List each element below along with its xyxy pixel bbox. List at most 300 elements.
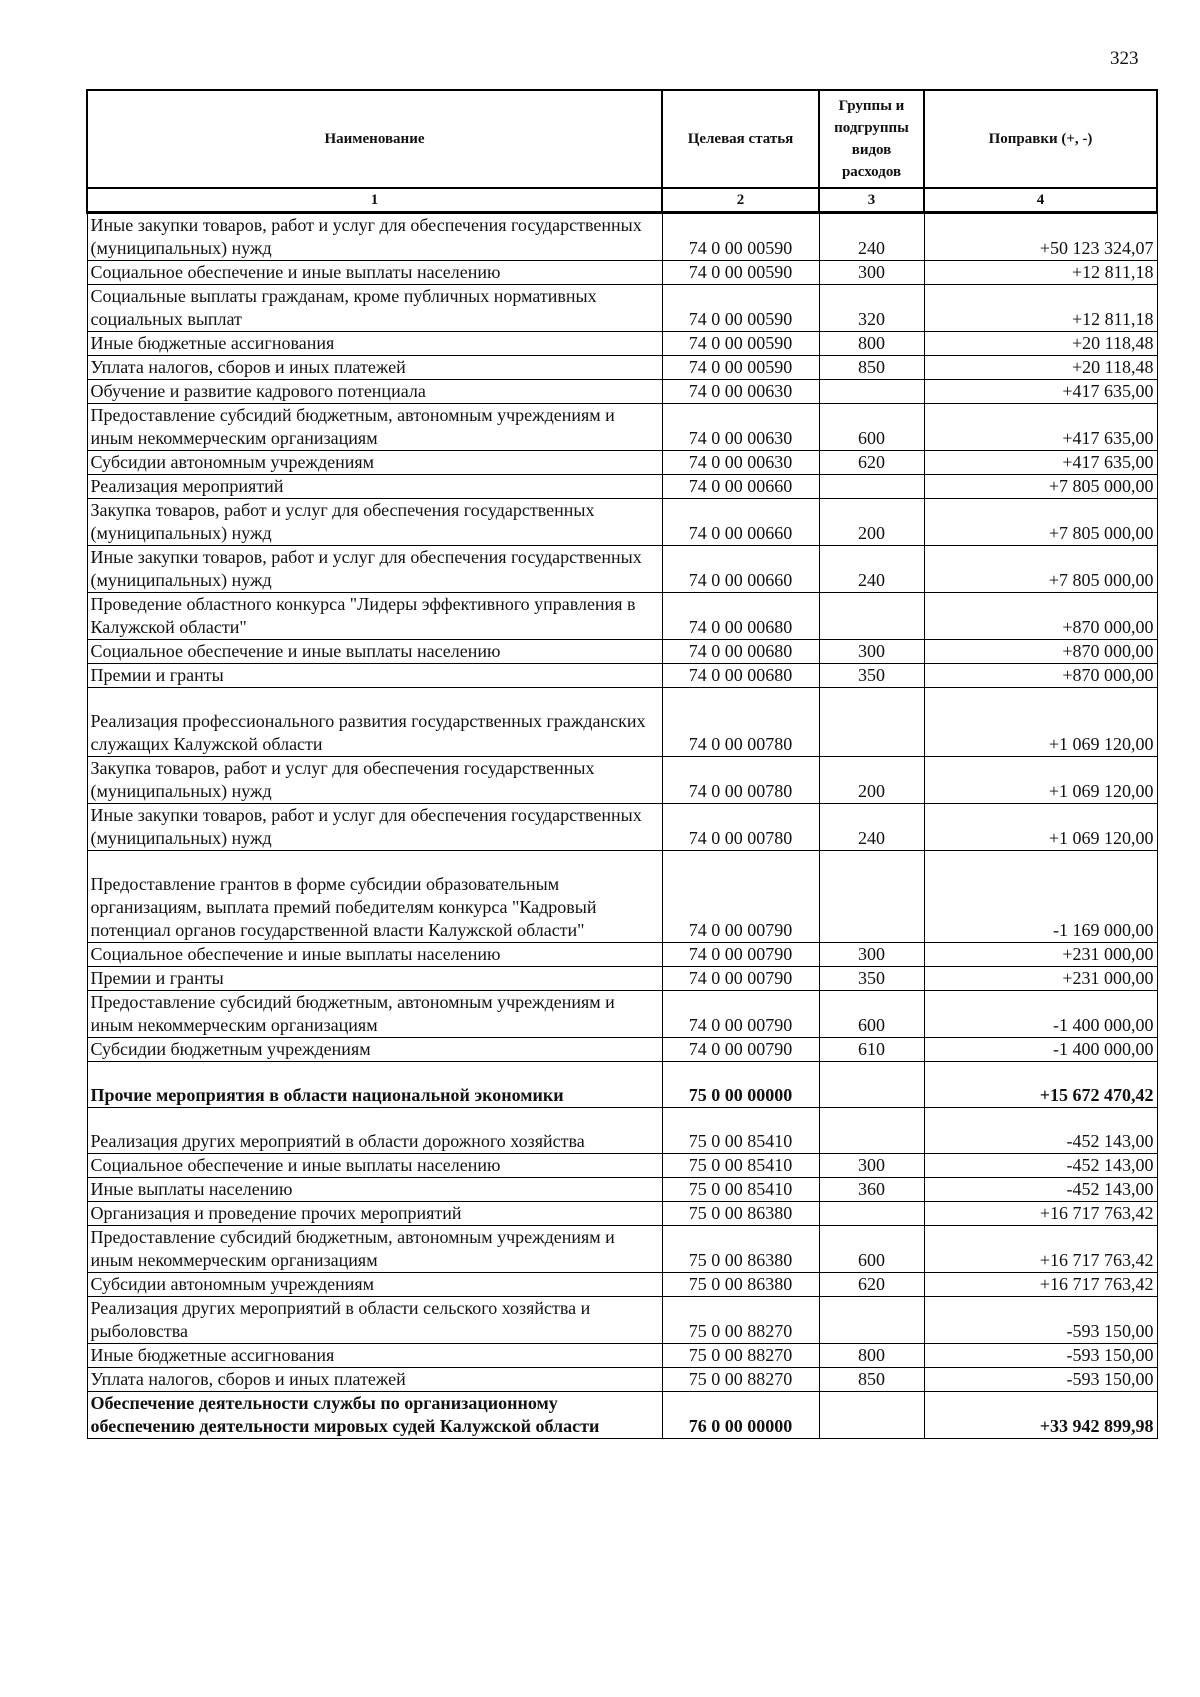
row-name-cell	[87, 640, 662, 664]
header-name: Наименование	[87, 90, 662, 188]
table-row	[87, 593, 1157, 640]
row-amendment-cell-text: -1 169 000,00	[1053, 920, 1154, 940]
row-name-cell	[87, 475, 662, 499]
table-row	[87, 664, 1157, 688]
table-row	[87, 380, 1157, 404]
row-name-cell	[87, 404, 662, 451]
row-amendment-cell	[924, 1297, 1157, 1344]
column-number: 4	[924, 188, 1157, 213]
row-name-cell	[87, 261, 662, 285]
row-target-article-cell	[662, 380, 819, 404]
table-row	[87, 1108, 1157, 1154]
row-expense-group-cell	[819, 475, 924, 499]
row-name-cell-text: Уплата налогов, сборов и иных платежей	[90, 357, 406, 377]
row-amendment-cell	[924, 475, 1157, 499]
row-name-cell-text: Закупка товаров, работ и услуг для обеспечения государственных (муниципальных) нужд	[90, 758, 595, 801]
row-amendment-cell-text: -593 150,00	[1066, 1321, 1154, 1341]
row-expense-group-cell-text: 300	[858, 641, 885, 661]
table-row	[87, 1392, 1157, 1439]
row-amendment-cell-text: -452 143,00	[1066, 1155, 1154, 1175]
row-amendment-cell	[924, 1108, 1157, 1154]
table-row	[87, 1154, 1157, 1178]
table-row	[87, 475, 1157, 499]
row-amendment-cell	[924, 380, 1157, 404]
row-expense-group-cell-text: 200	[858, 781, 885, 801]
row-amendment-cell	[924, 1178, 1157, 1202]
row-expense-group-cell	[819, 499, 924, 546]
row-amendment-cell-text: +231 000,00	[1062, 968, 1154, 988]
row-target-article-cell-text: 74 0 00 00630	[688, 428, 793, 448]
row-target-article-cell	[662, 1154, 819, 1178]
row-name-cell-text: Предоставление субсидий бюджетным, автономным учреждениям и иным некоммерческим организациям	[90, 992, 615, 1035]
row-amendment-cell	[924, 991, 1157, 1038]
row-name-cell-text: Реализация мероприятий	[90, 476, 284, 496]
row-target-article-cell	[662, 356, 819, 380]
row-amendment-cell-text: +1 069 120,00	[1048, 828, 1154, 848]
row-target-article-cell-text: 74 0 00 00790	[688, 944, 793, 964]
row-amendment-cell	[924, 213, 1157, 261]
row-amendment-cell-text: +1 069 120,00	[1048, 781, 1154, 801]
row-name-cell	[87, 285, 662, 332]
row-expense-group-cell	[819, 757, 924, 804]
table-row	[87, 332, 1157, 356]
row-amendment-cell-text: +870 000,00	[1062, 665, 1154, 685]
table-row	[87, 851, 1157, 943]
row-amendment-cell	[924, 499, 1157, 546]
table-row	[87, 1297, 1157, 1344]
row-expense-group-cell	[819, 1368, 924, 1392]
table-row	[87, 356, 1157, 380]
row-expense-group-cell	[819, 261, 924, 285]
row-expense-group-cell	[819, 1344, 924, 1368]
row-target-article-cell-text: 74 0 00 00590	[688, 333, 793, 353]
row-amendment-cell	[924, 546, 1157, 593]
row-expense-group-cell-text: 620	[858, 452, 885, 472]
row-amendment-cell	[924, 285, 1157, 332]
row-target-article-cell	[662, 664, 819, 688]
row-name-cell	[87, 1154, 662, 1178]
row-expense-group-cell-text: 800	[858, 333, 885, 353]
row-expense-group-cell-text: 240	[858, 238, 885, 258]
row-name-cell-text: Предоставление субсидий бюджетным, автономным учреждениям и иным некоммерческим организациям	[90, 1227, 615, 1270]
row-expense-group-cell-text: 300	[858, 944, 885, 964]
row-expense-group-cell	[819, 991, 924, 1038]
row-expense-group-cell	[819, 1202, 924, 1226]
table-row	[87, 1202, 1157, 1226]
row-name-cell-text: Прочие мероприятия в области национальной экономики	[90, 1085, 564, 1105]
page-number: 323	[1110, 48, 1139, 69]
row-name-cell	[87, 1368, 662, 1392]
row-expense-group-cell	[819, 332, 924, 356]
row-name-cell	[87, 1226, 662, 1273]
row-target-article-cell-text: 74 0 00 00780	[688, 734, 793, 754]
row-name-cell-text: Субсидии автономным учреждениям	[90, 452, 375, 472]
row-name-cell-text: Реализация профессионального развития государственных гражданских служащих Калужской области	[90, 711, 646, 754]
row-amendment-cell-text: -593 150,00	[1066, 1369, 1154, 1389]
row-name-cell	[87, 688, 662, 757]
row-amendment-cell	[924, 593, 1157, 640]
row-name-cell-text: Премии и гранты	[90, 968, 224, 988]
row-amendment-cell-text: +12 811,18	[1072, 309, 1154, 329]
row-name-cell	[87, 1108, 662, 1154]
row-target-article-cell	[662, 593, 819, 640]
table-row	[87, 757, 1157, 804]
row-target-article-cell	[662, 1273, 819, 1297]
column-number: 3	[819, 188, 924, 213]
row-expense-group-cell	[819, 546, 924, 593]
row-target-article-cell-text: 74 0 00 00780	[688, 781, 793, 801]
row-name-cell	[87, 664, 662, 688]
row-expense-group-cell-text: 850	[858, 1369, 885, 1389]
row-target-article-cell	[662, 475, 819, 499]
row-amendment-cell	[924, 688, 1157, 757]
row-target-article-cell	[662, 943, 819, 967]
row-target-article-cell	[662, 1178, 819, 1202]
row-name-cell	[87, 1038, 662, 1062]
row-name-cell-text: Закупка товаров, работ и услуг для обеспечения государственных (муниципальных) нужд	[90, 500, 595, 543]
row-expense-group-cell-text: 850	[858, 357, 885, 377]
row-name-cell	[87, 1297, 662, 1344]
row-expense-group-cell	[819, 593, 924, 640]
table-row	[87, 1038, 1157, 1062]
row-target-article-cell-text: 75 0 00 86380	[688, 1250, 793, 1270]
table-row	[87, 404, 1157, 451]
row-name-cell	[87, 213, 662, 261]
row-target-article-cell-text: 74 0 00 00590	[688, 309, 793, 329]
row-amendment-cell-text: +417 635,00	[1062, 428, 1154, 448]
row-expense-group-cell	[819, 213, 924, 261]
row-expense-group-cell	[819, 1178, 924, 1202]
row-expense-group-cell	[819, 356, 924, 380]
row-name-cell	[87, 546, 662, 593]
row-name-cell	[87, 1062, 662, 1108]
row-amendment-cell-text: -1 400 000,00	[1053, 1039, 1154, 1059]
table-row	[87, 1273, 1157, 1297]
row-expense-group-cell	[819, 285, 924, 332]
row-name-cell	[87, 804, 662, 851]
row-expense-group-cell-text: 600	[858, 1250, 885, 1270]
row-name-cell	[87, 593, 662, 640]
row-target-article-cell-text: 75 0 00 88270	[688, 1345, 793, 1365]
row-target-article-cell	[662, 1344, 819, 1368]
row-amendment-cell-text: +870 000,00	[1062, 641, 1154, 661]
table-row	[87, 991, 1157, 1038]
row-amendment-cell-text: -1 400 000,00	[1053, 1015, 1154, 1035]
row-amendment-cell	[924, 356, 1157, 380]
row-amendment-cell-text: +20 118,48	[1072, 333, 1154, 353]
row-expense-group-cell-text: 600	[858, 428, 885, 448]
table-row	[87, 1178, 1157, 1202]
row-name-cell	[87, 757, 662, 804]
row-amendment-cell	[924, 640, 1157, 664]
row-name-cell	[87, 1273, 662, 1297]
row-target-article-cell	[662, 804, 819, 851]
row-name-cell	[87, 1202, 662, 1226]
row-expense-group-cell	[819, 664, 924, 688]
row-amendment-cell-text: +33 942 899,98	[1039, 1416, 1154, 1436]
row-name-cell-text: Предоставление грантов в форме субсидии образовательным организациям, выплата премий победителям конкурса "Кадровый потенциал органов государственной власти Калужской области"	[90, 874, 597, 940]
row-target-article-cell	[662, 757, 819, 804]
row-amendment-cell	[924, 1154, 1157, 1178]
row-target-article-cell	[662, 499, 819, 546]
table-row	[87, 261, 1157, 285]
row-amendment-cell	[924, 664, 1157, 688]
row-expense-group-cell	[819, 1108, 924, 1154]
row-amendment-cell-text: +7 805 000,00	[1048, 523, 1154, 543]
row-amendment-cell	[924, 943, 1157, 967]
row-expense-group-cell-text: 800	[858, 1345, 885, 1365]
row-target-article-cell-text: 75 0 00 85410	[688, 1131, 793, 1151]
table-row	[87, 546, 1157, 593]
row-target-article-cell-text: 74 0 00 00590	[688, 238, 793, 258]
table-row	[87, 213, 1157, 261]
row-name-cell	[87, 499, 662, 546]
row-expense-group-cell	[819, 404, 924, 451]
row-amendment-cell	[924, 1273, 1157, 1297]
row-target-article-cell-text: 74 0 00 00790	[688, 1015, 793, 1035]
row-expense-group-cell-text: 320	[858, 309, 885, 329]
row-target-article-cell-text: 75 0 00 88270	[688, 1321, 793, 1341]
row-target-article-cell	[662, 404, 819, 451]
table-row	[87, 285, 1157, 332]
row-name-cell-text: Обеспечение деятельности службы по организационному обеспечению деятельности мировых судей Калужской области	[90, 1393, 600, 1436]
row-expense-group-cell-text: 360	[858, 1179, 885, 1199]
row-amendment-cell-text: +16 717 763,42	[1039, 1274, 1154, 1294]
row-target-article-cell	[662, 332, 819, 356]
row-expense-group-cell	[819, 1392, 924, 1439]
table-row	[87, 1226, 1157, 1273]
row-amendment-cell-text: +16 717 763,42	[1039, 1250, 1154, 1270]
row-name-cell	[87, 1178, 662, 1202]
row-expense-group-cell	[819, 943, 924, 967]
row-target-article-cell-text: 76 0 00 00000	[688, 1416, 793, 1436]
row-amendment-cell	[924, 1038, 1157, 1062]
row-target-article-cell-text: 75 0 00 88270	[688, 1369, 793, 1389]
row-target-article-cell	[662, 991, 819, 1038]
row-expense-group-cell	[819, 1226, 924, 1273]
row-name-cell	[87, 943, 662, 967]
row-amendment-cell	[924, 1368, 1157, 1392]
row-name-cell-text: Иные закупки товаров, работ и услуг для обеспечения государственных (муниципальных) нужд	[90, 805, 642, 848]
table-row	[87, 1062, 1157, 1108]
row-amendment-cell-text: +16 717 763,42	[1039, 1203, 1154, 1223]
row-name-cell-text: Социальное обеспечение и иные выплаты населению	[90, 1155, 501, 1175]
row-amendment-cell	[924, 404, 1157, 451]
row-amendment-cell-text: -452 143,00	[1066, 1179, 1154, 1199]
row-amendment-cell-text: +7 805 000,00	[1048, 476, 1154, 496]
row-amendment-cell-text: +12 811,18	[1072, 262, 1154, 282]
table-row	[87, 967, 1157, 991]
table-row	[87, 451, 1157, 475]
row-name-cell-text: Предоставление субсидий бюджетным, автономным учреждениям и иным некоммерческим организациям	[90, 405, 615, 448]
row-expense-group-cell-text: 600	[858, 1015, 885, 1035]
row-name-cell	[87, 991, 662, 1038]
table-row	[87, 943, 1157, 967]
row-target-article-cell	[662, 967, 819, 991]
row-amendment-cell-text: +417 635,00	[1062, 381, 1154, 401]
row-amendment-cell-text: -593 150,00	[1066, 1345, 1154, 1365]
row-target-article-cell-text: 74 0 00 00790	[688, 1039, 793, 1059]
header-target-article: Целевая статья	[662, 90, 819, 188]
row-target-article-cell-text: 75 0 00 85410	[688, 1155, 793, 1175]
row-name-cell-text: Социальные выплаты гражданам, кроме публичных нормативных социальных выплат	[90, 286, 597, 329]
row-expense-group-cell-text: 200	[858, 523, 885, 543]
column-number: 1	[87, 188, 662, 213]
row-expense-group-cell	[819, 851, 924, 943]
row-target-article-cell	[662, 1297, 819, 1344]
row-target-article-cell-text: 75 0 00 86380	[688, 1274, 793, 1294]
budget-amendments-table	[86, 89, 1158, 1439]
row-expense-group-cell-text: 240	[858, 828, 885, 848]
row-amendment-cell-text: +7 805 000,00	[1048, 570, 1154, 590]
row-amendment-cell-text: -452 143,00	[1066, 1131, 1154, 1151]
row-target-article-cell	[662, 546, 819, 593]
row-name-cell-text: Социальное обеспечение и иные выплаты населению	[90, 944, 501, 964]
row-name-cell-text: Реализация других мероприятий в области сельского хозяйства и рыболовства	[90, 1298, 591, 1341]
row-target-article-cell-text: 74 0 00 00790	[688, 968, 793, 988]
row-name-cell	[87, 1344, 662, 1368]
row-expense-group-cell-text: 610	[858, 1039, 885, 1059]
row-amendment-cell	[924, 451, 1157, 475]
row-expense-group-cell	[819, 640, 924, 664]
row-amendment-cell	[924, 1062, 1157, 1108]
row-target-article-cell-text: 74 0 00 00630	[688, 452, 793, 472]
row-target-article-cell-text: 74 0 00 00680	[688, 641, 793, 661]
row-amendment-cell	[924, 967, 1157, 991]
row-amendment-cell	[924, 1344, 1157, 1368]
row-target-article-cell	[662, 1062, 819, 1108]
row-amendment-cell-text: +870 000,00	[1062, 617, 1154, 637]
row-expense-group-cell	[819, 1062, 924, 1108]
table-row	[87, 1368, 1157, 1392]
row-expense-group-cell	[819, 967, 924, 991]
header-amendments: Поправки (+, -)	[924, 90, 1157, 188]
row-name-cell-text: Иные закупки товаров, работ и услуг для обеспечения государственных (муниципальных) нужд	[90, 547, 642, 590]
row-target-article-cell	[662, 688, 819, 757]
row-amendment-cell	[924, 851, 1157, 943]
row-name-cell-text: Социальное обеспечение и иные выплаты населению	[90, 641, 501, 661]
row-amendment-cell	[924, 1202, 1157, 1226]
row-name-cell-text: Обучение и развитие кадрового потенциала	[90, 381, 426, 401]
row-target-article-cell	[662, 213, 819, 261]
row-name-cell	[87, 967, 662, 991]
row-expense-group-cell	[819, 1038, 924, 1062]
row-expense-group-cell-text: 350	[858, 665, 885, 685]
row-amendment-cell	[924, 332, 1157, 356]
row-amendment-cell	[924, 757, 1157, 804]
row-expense-group-cell-text: 300	[858, 1155, 885, 1175]
row-amendment-cell	[924, 804, 1157, 851]
row-amendment-cell-text: +417 635,00	[1062, 452, 1154, 472]
row-target-article-cell-text: 75 0 00 00000	[688, 1085, 793, 1105]
column-number: 2	[662, 188, 819, 213]
row-target-article-cell	[662, 1202, 819, 1226]
row-target-article-cell	[662, 851, 819, 943]
table-row	[87, 1344, 1157, 1368]
row-name-cell-text: Социальное обеспечение и иные выплаты населению	[90, 262, 501, 282]
row-name-cell	[87, 451, 662, 475]
row-target-article-cell	[662, 451, 819, 475]
row-target-article-cell-text: 74 0 00 00660	[688, 570, 793, 590]
row-target-article-cell-text: 74 0 00 00590	[688, 262, 793, 282]
row-target-article-cell-text: 74 0 00 00660	[688, 476, 793, 496]
row-expense-group-cell	[819, 688, 924, 757]
row-expense-group-cell	[819, 1273, 924, 1297]
row-expense-group-cell	[819, 1154, 924, 1178]
column-number-row	[87, 188, 1157, 213]
row-name-cell-text: Иные выплаты населению	[90, 1179, 293, 1199]
row-target-article-cell-text: 74 0 00 00680	[688, 665, 793, 685]
header-expense-groups: Группы и подгруппы видов расходов	[819, 90, 924, 188]
table-body	[87, 213, 1157, 1439]
row-amendment-cell	[924, 261, 1157, 285]
row-name-cell	[87, 851, 662, 943]
row-target-article-cell	[662, 1226, 819, 1273]
row-amendment-cell-text: +1 069 120,00	[1048, 734, 1154, 754]
row-name-cell	[87, 356, 662, 380]
row-target-article-cell-text: 74 0 00 00780	[688, 828, 793, 848]
row-expense-group-cell-text: 620	[858, 1274, 885, 1294]
row-target-article-cell	[662, 1368, 819, 1392]
row-amendment-cell	[924, 1392, 1157, 1439]
row-name-cell	[87, 332, 662, 356]
row-target-article-cell-text: 74 0 00 00680	[688, 617, 793, 637]
row-target-article-cell	[662, 1038, 819, 1062]
row-target-article-cell	[662, 640, 819, 664]
row-target-article-cell-text: 74 0 00 00660	[688, 523, 793, 543]
table-row	[87, 688, 1157, 757]
row-expense-group-cell-text: 350	[858, 968, 885, 988]
row-expense-group-cell	[819, 804, 924, 851]
row-name-cell-text: Иные бюджетные ассигнования	[90, 333, 335, 353]
row-name-cell-text: Премии и гранты	[90, 665, 224, 685]
row-target-article-cell-text: 75 0 00 85410	[688, 1179, 793, 1199]
header-row	[87, 90, 1157, 188]
row-target-article-cell-text: 74 0 00 00590	[688, 357, 793, 377]
row-amendment-cell-text: +15 672 470,42	[1039, 1085, 1154, 1105]
row-target-article-cell-text: 74 0 00 00630	[688, 381, 793, 401]
table-row	[87, 499, 1157, 546]
table-row	[87, 640, 1157, 664]
row-target-article-cell	[662, 1392, 819, 1439]
row-expense-group-cell-text: 300	[858, 262, 885, 282]
row-amendment-cell-text: +50 123 324,07	[1039, 238, 1154, 258]
row-expense-group-cell	[819, 380, 924, 404]
row-expense-group-cell-text: 240	[858, 570, 885, 590]
row-name-cell	[87, 380, 662, 404]
row-target-article-cell-text: 74 0 00 00790	[688, 920, 793, 940]
row-name-cell	[87, 1392, 662, 1439]
row-name-cell-text: Субсидии автономным учреждениям	[90, 1274, 375, 1294]
row-name-cell-text: Реализация других мероприятий в области дорожного хозяйства	[90, 1131, 585, 1151]
row-name-cell-text: Иные бюджетные ассигнования	[90, 1345, 335, 1365]
row-name-cell-text: Уплата налогов, сборов и иных платежей	[90, 1369, 406, 1389]
row-name-cell-text: Проведение областного конкурса "Лидеры эффективного управления в Калужской области"	[90, 594, 636, 637]
row-amendment-cell-text: +20 118,48	[1072, 357, 1154, 377]
row-target-article-cell	[662, 261, 819, 285]
row-target-article-cell	[662, 285, 819, 332]
row-expense-group-cell	[819, 1297, 924, 1344]
row-amendment-cell-text: +231 000,00	[1062, 944, 1154, 964]
row-amendment-cell	[924, 1226, 1157, 1273]
row-name-cell-text: Субсидии бюджетным учреждениям	[90, 1039, 371, 1059]
row-target-article-cell-text: 75 0 00 86380	[688, 1203, 793, 1223]
table-row	[87, 804, 1157, 851]
row-name-cell-text: Иные закупки товаров, работ и услуг для обеспечения государственных (муниципальных) нужд	[90, 215, 642, 258]
row-name-cell-text: Организация и проведение прочих мероприятий	[90, 1203, 462, 1223]
row-target-article-cell	[662, 1108, 819, 1154]
row-expense-group-cell	[819, 451, 924, 475]
